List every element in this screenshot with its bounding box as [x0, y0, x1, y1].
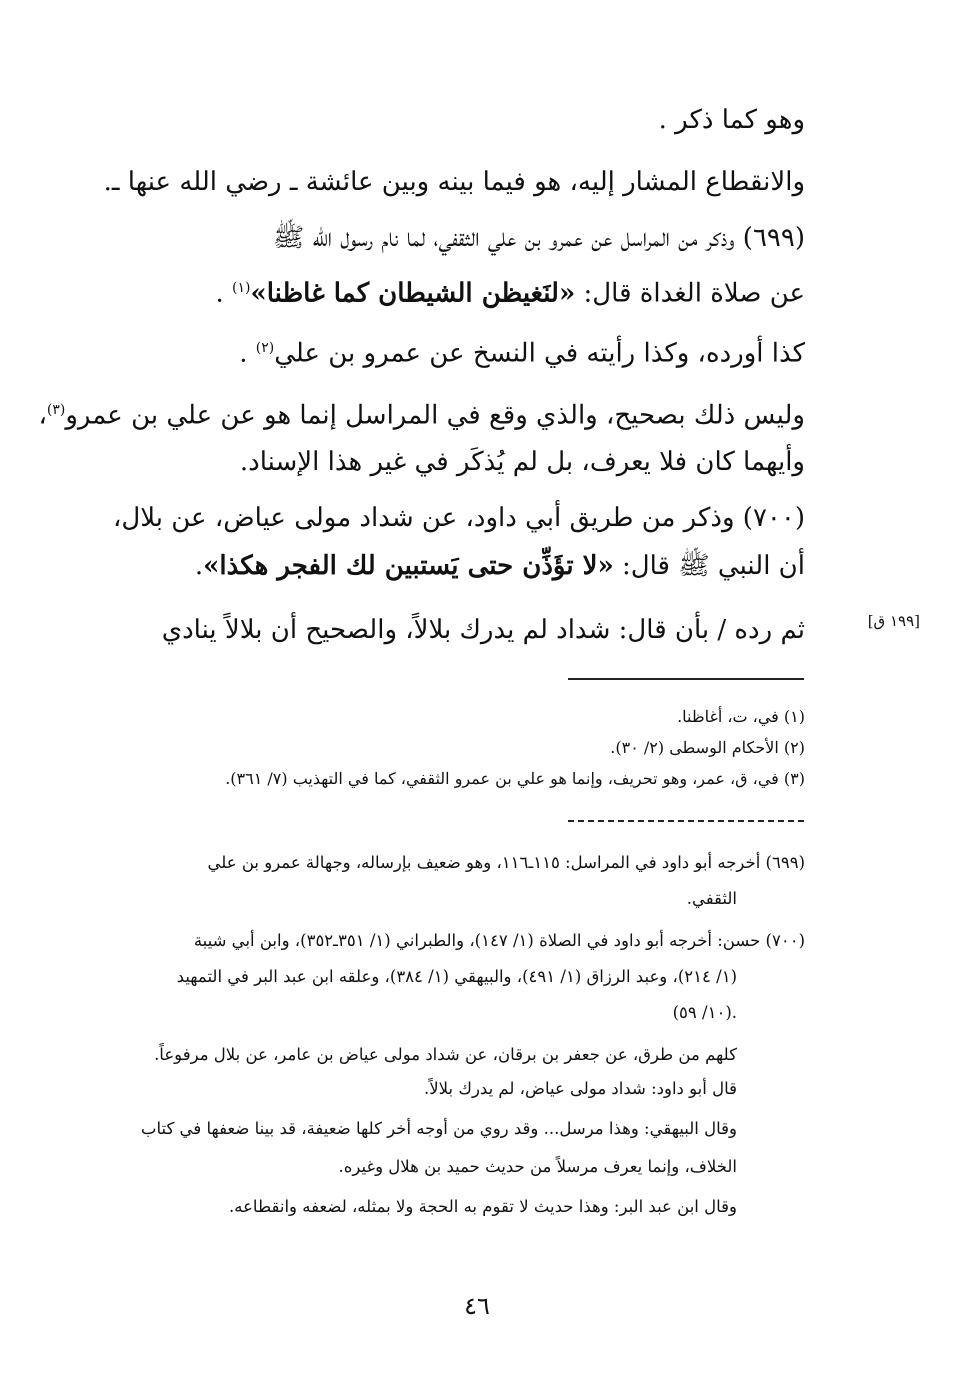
manuscript-folio-note: [١٩٩ ق] [867, 612, 920, 630]
footnote-2: (٢) الأحكام الوسطى (٢/ ٣٠). [610, 738, 805, 757]
footnote-1: (١) في، ت، أغاظنا. [677, 707, 805, 726]
page-number: ٤٦ [464, 1292, 490, 1320]
takhrij-line-1: (٦٩٩) أخرجه أبو داود في المراسل: ١١٥ـ١١٦، وهو ضعيف بإرساله، وجهالة عمرو بن علي [207, 853, 805, 872]
line5-end: . [239, 338, 256, 369]
takhrij-line-4: (١/ ٢١٤)، وعبد الرزاق (١/ ٤٩١)، والبيهقي (١/ ٣٨٤)، وعلقه ابن عبد البر في التمهيد [176, 967, 737, 986]
main-line-9 [100, 546, 805, 586]
footnote-ref-3: (٣) [46, 402, 66, 418]
line9-text: أن النبي ﷺ قال: [613, 551, 805, 581]
main-line-7: وأيهما كان فلا يعرف، بل لم يُذكَر في غير هذا الإسناد. [239, 447, 805, 477]
takhrij-line-10: وقال ابن عبد البر: وهذا حديث لا تقوم به الحجة ولا بمثله، لضعفه وانقطاعه. [229, 1197, 737, 1216]
footnote-3: (٣) في، ق، عمر، وهو تحريف، وإنما هو علي بن عمرو الثقفي، كما في التهذيب (٧/ ٣٦١). [225, 769, 805, 788]
takhrij-line-2: الثقفي. [686, 889, 737, 908]
main-line-1: وهو كما ذكر . [658, 105, 805, 135]
main-line-8-hadith-700: (٧٠٠) وذكر من طريق أبي داود، عن شداد مولى عياض، عن بلال، [112, 503, 805, 533]
takhrij-line-5: (١٠/ ٥٩). [672, 1003, 737, 1022]
line4-end: . [215, 278, 232, 309]
main-line-6 [38, 390, 805, 436]
main-line-3-hadith-699: (٦٩٩) وذكر من المراسل عن عمرو بن علي الثقفي، لما نام رسول الله ﷺ [272, 223, 805, 253]
main-line-10: ثم رده / بأن قال: شداد لم يدرك بلالاً، والصحيح أن بلالاً ينادي [161, 615, 805, 645]
takhrij-line-3: (٧٠٠) حسن: أخرجه أبو داود في الصلاة (١/ ١٤٧)، والطبراني (١/ ٣٥١ـ٣٥٢)، وابن أبي شيبة [193, 931, 805, 950]
line5-text: كذا أورده، وكذا رأيته في النسخ عن عمرو بن علي [274, 338, 805, 369]
main-line-4 [100, 268, 805, 314]
line6-text: وليس ذلك بصحيح، والذي وقع في المراسل إنما هو عن علي بن عمرو [65, 400, 805, 431]
takhrij-line-9: الخلاف، وإنما يعرف مرسلاً من حديث حميد بن هلال وغيره. [338, 1157, 737, 1176]
main-line-5 [100, 328, 805, 374]
line4-text: عن صلاة الغداة قال: [575, 278, 805, 309]
hadith-699-quote: «لنَغيظن الشيطان كما غاظنا» [250, 278, 576, 309]
line6-end: ، [38, 400, 47, 431]
takhrij-line-7: قال أبو داود: شداد مولى عياض، لم يدرك بلالاً. [424, 1079, 737, 1098]
footnote-separator [568, 678, 804, 680]
takhrij-line-6: كلهم من طرق، عن جعفر بن برقان، عن شداد مولى عياض بن عامر، عن بلال مرفوعاً. [154, 1045, 737, 1064]
footnote-ref-1: (١) [231, 280, 251, 296]
line9-end: . [194, 551, 204, 581]
main-line-2: والانقطاع المشار إليه، هو فيما بينه وبين عائشة ـ رضي الله عنها ـ. [103, 167, 805, 197]
takhrij-line-8: وقال البيهقي: وهذا مرسل... وقد روي من أوجه أخر كلها ضعيفة، قد بينا ضعفها في كتاب [140, 1119, 737, 1138]
footnote-ref-2: (٢) [255, 340, 275, 356]
hadith-700-quote: «لا تؤَذِّن حتى يَستبين لك الفجر هكذا» [203, 551, 614, 581]
takhrij-separator [568, 820, 804, 822]
